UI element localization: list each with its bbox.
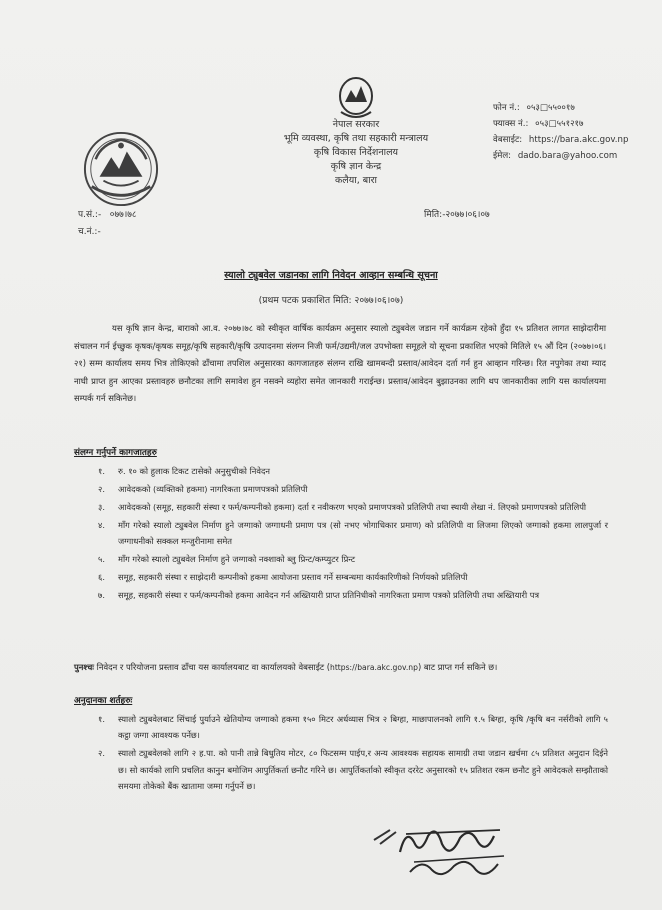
dispatch-number [78,224,101,237]
dispatch-label: च.नं.:- [78,227,101,237]
list-item [98,745,608,794]
reference-number [78,207,137,220]
item-number: ४. [98,519,105,530]
terms-heading: अनुदानका शर्तहरुः [74,696,133,706]
nepal-emblem-icon [82,130,160,208]
issue-date [424,207,490,220]
phone-value: ०५३□५५००१७ [526,103,575,113]
item-number: २. [98,748,105,759]
notice-title: स्यालो ट्युबवेल जडानका लागि निवेदन आव्हान सम्बन्धि सूचना [224,270,438,281]
list-item [98,551,608,567]
office-line: नेपाल सरकार [332,119,380,130]
notice-subtitle: (प्रथम पटक प्रकाशित मिति: २०७७।०६।०७) [258,295,404,306]
item-text: आवेदकको (समूह, सहकारी संस्था र फर्म/कम्पनीको हकमा) दर्ता र नवीकरण भएको प्रमाणपत्रको प्रतिलिपी तथा स्थायी लेखा नं. लिएको प्रमाणपत्रको प्रतिलिपी [118,501,587,512]
office-line: कृषि विकास निर्देशनालय [313,147,399,158]
fax-value: ०५३□५५१२१७ [535,119,584,129]
website-link[interactable]: https://bara.akc.gov.np [528,135,629,145]
item-text: समूह, सहकारी संस्था र फर्म/कम्पनीको हकमा आवेदन गर्न अख्तियारी प्राप्त प्रतिनिधीको नागरिकता प्रमाण पत्रको प्रतिलिपी तथा अख्तियारी पत्र [118,589,540,600]
terms-list [98,711,608,796]
documents-list [98,463,608,605]
item-number: १. [98,714,105,724]
list-item [98,517,608,550]
signature-icon [370,822,540,887]
documents-heading: संलग्न गर्नुपर्ने कागजातहरु [74,448,157,458]
fax-label: फ्याक्स नं.: [493,119,529,129]
website-row [493,132,658,148]
postscript-note [74,659,614,676]
item-number: ७. [98,589,105,600]
list-item [98,569,608,585]
phone-row [493,100,658,116]
item-number: ६. [98,571,105,582]
item-text: माँग गरेको स्यालो ट्युबवेल निर्माण हुने जग्गाको नक्शाको ब्लु प्रिन्ट/कम्प्युटर प्रिन्ट [118,554,356,565]
fax-row [493,116,658,132]
ref-value: ०७७।७८ [109,210,137,220]
postscript-text: निवेदन र परियोजना प्रस्ताव ढाँचा यस कार्यालयबाट वा कार्यालयको वेबसाईट ( [96,662,330,672]
government-seal-icon [333,72,379,124]
list-item [98,711,608,744]
list-item [98,481,608,497]
website-label: वेबसाईट: [493,135,523,145]
phone-label: फोन नं.: [493,103,520,113]
list-item [98,499,608,515]
item-text: समूह, सहकारी संस्था र साझेदारी कम्पनीको हकमा आयोजना प्रस्ताव गर्ने सम्बन्धमा कार्यकारिणीको निर्णयको प्रतिलिपी [118,571,468,582]
item-number: ३. [98,501,105,512]
notice-body: यस कृषि ज्ञान केन्द्र, बाराको आ.व. २०७७।७८ को स्वीकृत वार्षिक कार्यक्रम अनुसार स्यालो ट्युबवेल जडान गर्ने कार्यक्रम रहेको हुँदा १५ प्रतिशत लागत साझेदारीमा संचालन गर्न ईच्छुक कृषक/कृषक समूह/कृषि सहकारी/कृषि उत्पादनमा संलग्न निजी फर्म/उद्यमी/जल उपभोक्ता समूहले यो सूचना प्रकाशित भएको मितिले १५ औं दिन (२०७७।०६।२१) सम्म कार्यालय समय भित्र तोकिएको ढाँचामा तपशिल अनुसारका कागजातहरु संलग्न राखि खामबन्दी प्रस्ताव/आवेदन दर्ता गर्न हुन आव्हान गरिन्छ। रित नपुगेका तथा म्याद नाघी प्राप्त हुन आएका प्रस्तावहरु छनौटका लागि समावेश हुन नसक्ने व्यहोरा समेत जानकारी गराईन्छ। प्रस्ताव/आवेदन बुझाउनका लागि थप जानकारीका लागि यस कार्यालयमा सम्पर्क गर्न सकिनेछ। [74,323,606,403]
website-link[interactable]: https://bara.akc.gov.np [330,663,418,672]
office-header [256,118,456,188]
date-value: २०७७।०६।०७ [445,210,490,220]
date-label: मिति:- [424,210,446,220]
contact-block [493,100,658,164]
postscript-text-end: ) बाट प्राप्त गर्न सकिने छ। [417,662,498,672]
email-row [493,148,658,164]
item-number: ५. [98,554,105,565]
email-link[interactable]: dado.bara@yahoo.com [517,151,618,161]
office-line: कलैया, बारा [335,175,377,186]
postscript-label: पुनश्चः [74,662,94,672]
item-text: आवेदकको (व्यक्तिको हकमा) नागरिकता प्रमाणपत्रको प्रतिलिपी [118,483,308,494]
office-line: भूमि व्यवस्था, कृषि तथा सहकारी मन्त्रालय [283,133,429,144]
item-text: स्यालो ट्युबवेलबाट सिंचाई पुर्याउने खेतियोग्य जग्गाको हकमा १५० मिटर अर्धव्यास भित्र २ बिग्हा, माछापालनको लागि १.५ बिग्हा, कृषि /कृषि बन नर्सरीको लागि ५ कट्ठा जग्गा आवश्यक पर्नेछ। [118,714,608,741]
item-number: २. [98,483,105,494]
item-text: स्यालो ट्युबवेलको लागि २ ह.पा. को पानी तान्ने बिधुतिय मोटर, ८० फिटसम्म पाईप,र अन्य आवश्यक सहायक सामाग्री तथा जडान खर्चमा ८५ प्रतिशत अनुदान दिईने छ। सो कार्यको लागि प्रचलित कानुन बमोजिम आपुर्तिकर्ता छनौट गरिने छ। आपुर्तिकर्ताको स्वीकृत दररेट अनुसारको १५ प्रतिशत रकम छनौट हुने आवेदकले सम्झौताको समयमा तोकेको बैंक खातामा जम्मा गर्नुपर्ने छ। [118,748,608,792]
ref-label: प.सं.:- [78,210,102,220]
email-label: ईमेल: [493,151,512,161]
list-item [98,463,608,479]
item-text: रु. १० को हुलाक टिकट टासेको अनुसुचीको निवेदन [118,466,270,476]
office-line: कृषि ज्ञान केन्द्र [330,161,382,172]
item-number: १. [98,466,105,476]
item-text: माँग गरेको स्यालो ट्युबवेल निर्माण हुने जग्गाको जग्गाधनी प्रमाण पत्र (सो नभए भोगाधिकार प्रमाण) को प्रतिलिपी वा लिजमा लिएको जग्गाको हकमा लालपुर्जा र जग्गाधनीको सक्कल मन्जुरीनामा समेत [118,519,608,547]
list-item [98,587,608,603]
